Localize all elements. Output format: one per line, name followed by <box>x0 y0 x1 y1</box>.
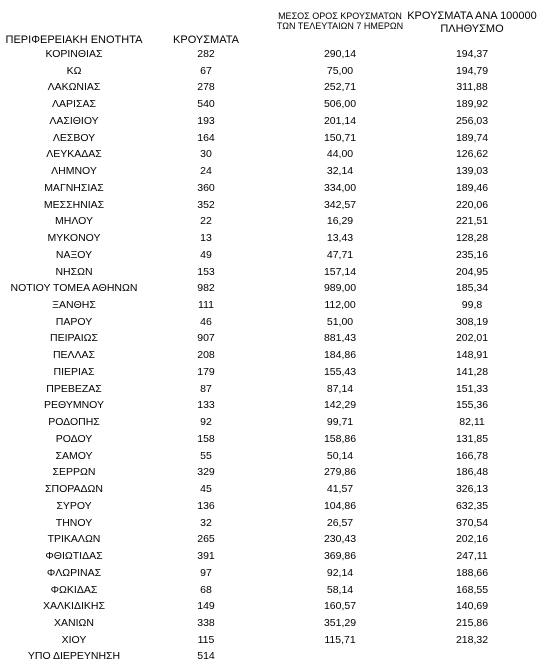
cell-cases: 179 <box>197 365 215 378</box>
cell-cases: 153 <box>197 265 215 278</box>
cell-regional-unit: ΧΑΝΙΩΝ <box>54 616 94 629</box>
cell-7day-average: 150,71 <box>323 131 357 144</box>
cell-cases-per-100000: 204,95 <box>455 265 489 278</box>
cell-regional-unit: ΛΕΣΒΟΥ <box>52 131 96 144</box>
cell-cases-per-100000: 186,48 <box>455 466 489 479</box>
cell-regional-unit: ΛΕΥΚΑΔΑΣ <box>46 148 102 161</box>
header-7day-average-line2: ΤΩΝ ΤΕΛΕΥΤΑΙΩΝ 7 ΗΜΕΡΩΝ <box>276 21 404 32</box>
table-row <box>0 247 546 264</box>
cell-regional-unit: ΤΗΝΟΥ <box>55 516 93 529</box>
cell-7day-average: 26,57 <box>326 516 354 529</box>
cell-regional-unit: ΧΙΟΥ <box>61 633 87 646</box>
cell-7day-average: 279,86 <box>323 466 357 479</box>
table-row <box>0 314 546 331</box>
table-row <box>0 364 546 381</box>
cell-cases-per-100000: 168,55 <box>455 583 489 596</box>
cell-regional-unit: ΦΘΙΩΤΙΔΑΣ <box>45 550 103 563</box>
cell-cases-per-100000: 256,03 <box>455 114 489 127</box>
cell-regional-unit: ΜΑΓΝΗΣΙΑΣ <box>44 181 104 194</box>
table-row <box>0 464 546 481</box>
cell-cases-per-100000: 139,03 <box>455 165 489 178</box>
cell-cases: 907 <box>197 332 215 345</box>
cell-7day-average: 201,14 <box>323 114 357 127</box>
cell-7day-average: 99,71 <box>326 416 354 429</box>
cell-cases: 46 <box>200 315 212 328</box>
cell-7day-average: 44,00 <box>326 148 354 161</box>
cell-cases: 265 <box>197 533 215 546</box>
table-row <box>0 146 546 163</box>
cell-regional-unit: ΦΩΚΙΔΑΣ <box>50 583 98 596</box>
cell-cases-per-100000: 82,11 <box>459 416 485 429</box>
cell-cases: 278 <box>197 81 215 94</box>
cell-regional-unit: ΛΑΣΙΘΙΟΥ <box>49 114 99 127</box>
cell-cases-per-100000: 131,85 <box>455 432 489 445</box>
cell-7day-average: 87,14 <box>326 382 354 395</box>
cell-cases-per-100000: 155,36 <box>455 399 489 412</box>
header-cases: ΚΡΟΥΣΜΑΤΑ <box>173 34 239 46</box>
cell-cases: 111 <box>198 299 214 312</box>
cell-cases-per-100000: 99,8 <box>461 299 483 312</box>
cell-7day-average: 13,43 <box>326 232 354 245</box>
table-row <box>0 113 546 130</box>
cell-cases-per-100000: 308,19 <box>455 315 489 328</box>
cell-regional-unit: ΚΟΡΙΝΘΙΑΣ <box>45 48 103 60</box>
cell-7day-average: 58,14 <box>326 583 354 596</box>
table-row <box>0 46 546 63</box>
cell-cases-per-100000: 140,69 <box>455 600 489 613</box>
cell-regional-unit: ΡΟΔΟΥ <box>55 432 93 445</box>
cell-regional-unit: ΤΡΙΚΑΛΩΝ <box>47 533 101 546</box>
table-row <box>0 213 546 230</box>
table-header <box>0 0 546 46</box>
cell-cases-per-100000: 151,33 <box>455 382 489 395</box>
cell-cases: 982 <box>197 282 215 295</box>
cell-7day-average: 506,00 <box>323 98 357 111</box>
table-row <box>0 180 546 197</box>
cell-regional-unit: ΣΑΜΟΥ <box>55 449 93 462</box>
cell-cases-per-100000: 189,74 <box>455 131 489 144</box>
table-row <box>0 515 546 532</box>
cell-cases: 360 <box>197 181 215 194</box>
cell-regional-unit: ΞΑΝΘΗΣ <box>52 299 96 312</box>
cell-regional-unit: ΧΑΛΚΙΔΙΚΗΣ <box>43 600 105 613</box>
cell-7day-average: 142,29 <box>323 399 357 412</box>
cell-regional-unit: ΥΠΟ ΔΙΕΡΕΥΝΗΣΗ <box>27 650 121 663</box>
cell-cases: 193 <box>197 114 215 127</box>
cell-cases: 32 <box>200 516 212 529</box>
cell-regional-unit: ΝΟΤΙΟΥ ΤΟΜΕΑ ΑΘΗΝΩΝ <box>10 282 138 295</box>
cell-regional-unit: ΡΕΘΥΜΝΟΥ <box>43 399 104 412</box>
table-row <box>0 163 546 180</box>
cell-regional-unit: ΠΑΡΟΥ <box>55 315 93 328</box>
cell-7day-average: 342,57 <box>323 198 357 211</box>
cell-cases-per-100000: 235,16 <box>455 248 489 261</box>
cell-cases: 514 <box>197 650 215 663</box>
cell-regional-unit: ΣΠΟΡΑΔΩΝ <box>45 483 103 496</box>
table-row <box>0 498 546 515</box>
cell-7day-average: 184,86 <box>323 349 357 362</box>
table-row <box>0 347 546 364</box>
table-row <box>0 63 546 80</box>
cell-regional-unit: ΝΗΣΩΝ <box>55 265 93 278</box>
cell-cases-per-100000: 215,86 <box>455 616 489 629</box>
table-row <box>0 130 546 147</box>
table-row <box>0 397 546 414</box>
cell-7day-average: 158,86 <box>323 432 357 445</box>
table-row <box>0 548 546 565</box>
cell-cases: 282 <box>197 48 215 60</box>
cell-7day-average: 104,86 <box>323 499 357 512</box>
cell-cases-per-100000: 188,66 <box>455 566 489 579</box>
cell-cases-per-100000: 202,16 <box>455 533 489 546</box>
cell-7day-average: 47,71 <box>326 248 354 261</box>
cell-cases: 97 <box>200 566 212 579</box>
cell-cases: 158 <box>197 432 215 445</box>
cell-7day-average: 16,29 <box>326 215 354 228</box>
table-row <box>0 197 546 214</box>
cell-cases-per-100000: 221,51 <box>455 215 489 228</box>
cell-cases: 92 <box>200 416 212 429</box>
cell-regional-unit: ΛΑΡΙΣΑΣ <box>52 98 96 111</box>
cell-regional-unit: ΝΑΞΟΥ <box>55 248 93 261</box>
cell-cases: 115 <box>197 633 215 646</box>
cell-7day-average: 290,14 <box>323 48 357 60</box>
cell-cases-per-100000: 141,28 <box>455 365 489 378</box>
cell-cases-per-100000: 370,54 <box>455 516 489 529</box>
table-row <box>0 230 546 247</box>
table-row <box>0 481 546 498</box>
table-row <box>0 615 546 632</box>
cell-cases-per-100000: 194,79 <box>455 64 489 77</box>
header-regional-unit: ΠΕΡΙΦΕΡΕΙΑΚΗ ΕΝΟΤΗΤΑ <box>5 34 143 46</box>
header-cases-per-100000-line1: ΚΡΟΥΣΜΑΤΑ ΑΝΑ 100000 <box>407 10 537 22</box>
cell-cases: 329 <box>197 466 215 479</box>
header-7day-average-line1: ΜΕΣΟΣ ΟΡΟΣ ΚΡΟΥΣΜΑΤΩΝ <box>278 11 402 21</box>
table-row <box>0 448 546 465</box>
cell-7day-average: 160,57 <box>323 600 357 613</box>
cell-regional-unit: ΜΥΚΟΝΟΥ <box>47 232 101 245</box>
cell-regional-unit: ΛΗΜΝΟΥ <box>51 165 97 178</box>
cell-cases: 164 <box>197 131 215 144</box>
cell-cases: 49 <box>200 248 212 261</box>
cell-7day-average: 157,14 <box>323 265 357 278</box>
cell-7day-average: 32,14 <box>326 165 354 178</box>
cell-regional-unit: ΦΛΩΡΙΝΑΣ <box>46 566 102 579</box>
cell-cases-per-100000: 166,78 <box>455 449 489 462</box>
cell-cases-per-100000: 202,01 <box>455 332 489 345</box>
cell-7day-average: 92,14 <box>326 566 354 579</box>
cell-7day-average: 155,43 <box>323 365 357 378</box>
cell-cases-per-100000: 326,13 <box>455 483 489 496</box>
cell-regional-unit: ΚΩ <box>66 64 82 77</box>
cell-7day-average: 115,71 <box>324 633 356 646</box>
cell-7day-average: 989,00 <box>323 282 357 295</box>
cell-7day-average: 75,00 <box>326 64 354 77</box>
cell-cases: 13 <box>200 232 212 245</box>
cell-cases: 391 <box>197 550 215 563</box>
cell-cases-per-100000: 220,06 <box>455 198 489 211</box>
cell-cases-per-100000: 185,34 <box>455 282 489 295</box>
table-body <box>0 46 546 665</box>
cell-cases: 352 <box>197 198 215 211</box>
cell-cases-per-100000: 128,28 <box>455 232 489 245</box>
table-row <box>0 648 546 665</box>
table-row <box>0 565 546 582</box>
cell-7day-average: 334,00 <box>323 181 357 194</box>
cell-regional-unit: ΣΥΡΟΥ <box>56 499 92 512</box>
cell-regional-unit: ΠΙΕΡΙΑΣ <box>53 365 95 378</box>
cell-cases: 338 <box>197 616 215 629</box>
cell-7day-average: 51,00 <box>326 315 354 328</box>
cell-regional-unit: ΡΟΔΟΠΗΣ <box>48 416 100 429</box>
table-row <box>0 632 546 649</box>
cell-7day-average: 112,00 <box>324 299 356 312</box>
table-row <box>0 381 546 398</box>
table-row <box>0 79 546 96</box>
cell-regional-unit: ΠΕΛΛΑΣ <box>52 349 96 362</box>
cell-cases: 22 <box>200 215 212 228</box>
cell-regional-unit: ΠΡΕΒΕΖΑΣ <box>46 382 102 395</box>
cell-cases: 55 <box>200 449 212 462</box>
table-row <box>0 96 546 113</box>
cell-cases-per-100000: 189,92 <box>455 98 489 111</box>
cell-cases: 45 <box>200 483 212 496</box>
cell-cases-per-100000: 189,46 <box>455 181 489 194</box>
cell-7day-average: 252,71 <box>323 81 357 94</box>
cell-7day-average: 50,14 <box>326 449 354 462</box>
cell-cases-per-100000: 632,35 <box>455 499 489 512</box>
cell-cases-per-100000: 126,62 <box>455 148 489 161</box>
table-row <box>0 330 546 347</box>
cell-cases: 208 <box>197 349 215 362</box>
table-row <box>0 531 546 548</box>
cell-7day-average: 369,86 <box>323 550 357 563</box>
cell-cases-per-100000: 194,37 <box>455 48 489 60</box>
cell-cases: 68 <box>200 583 212 596</box>
cell-7day-average: 230,43 <box>323 533 357 546</box>
cell-cases-per-100000: 148,91 <box>455 349 489 362</box>
table-row <box>0 264 546 281</box>
cell-7day-average: 41,57 <box>326 483 354 496</box>
cell-cases: 133 <box>197 399 215 412</box>
table-row <box>0 582 546 599</box>
cell-7day-average: 881,43 <box>323 332 357 345</box>
table-row <box>0 414 546 431</box>
cell-cases-per-100000: 218,32 <box>455 633 489 646</box>
cell-cases: 136 <box>197 499 215 512</box>
cell-cases: 30 <box>200 148 212 161</box>
cell-regional-unit: ΣΕΡΡΩΝ <box>52 466 96 479</box>
cell-cases: 24 <box>200 165 212 178</box>
header-cases-per-100000 <box>402 10 542 35</box>
cell-7day-average: 351,29 <box>323 616 357 629</box>
header-cases-per-100000-line2: ΠΛΗΘΥΣΜΟ <box>440 22 504 35</box>
cell-cases-per-100000: 247,11 <box>456 550 488 563</box>
cell-regional-unit: ΜΕΣΣΗΝΙΑΣ <box>43 198 105 211</box>
table-row <box>0 297 546 314</box>
table-row <box>0 431 546 448</box>
cell-cases-per-100000: 311,88 <box>456 81 488 94</box>
cell-cases: 540 <box>197 98 215 111</box>
cell-regional-unit: ΜΗΛΟΥ <box>55 215 93 228</box>
table-row <box>0 598 546 615</box>
cell-cases: 67 <box>200 64 212 77</box>
header-7day-average <box>272 11 408 32</box>
cell-cases: 149 <box>197 600 215 613</box>
cell-regional-unit: ΠΕΙΡΑΙΩΣ <box>50 332 98 345</box>
table-row <box>0 280 546 297</box>
cell-cases: 87 <box>200 382 212 395</box>
cell-regional-unit: ΛΑΚΩΝΙΑΣ <box>47 81 101 94</box>
